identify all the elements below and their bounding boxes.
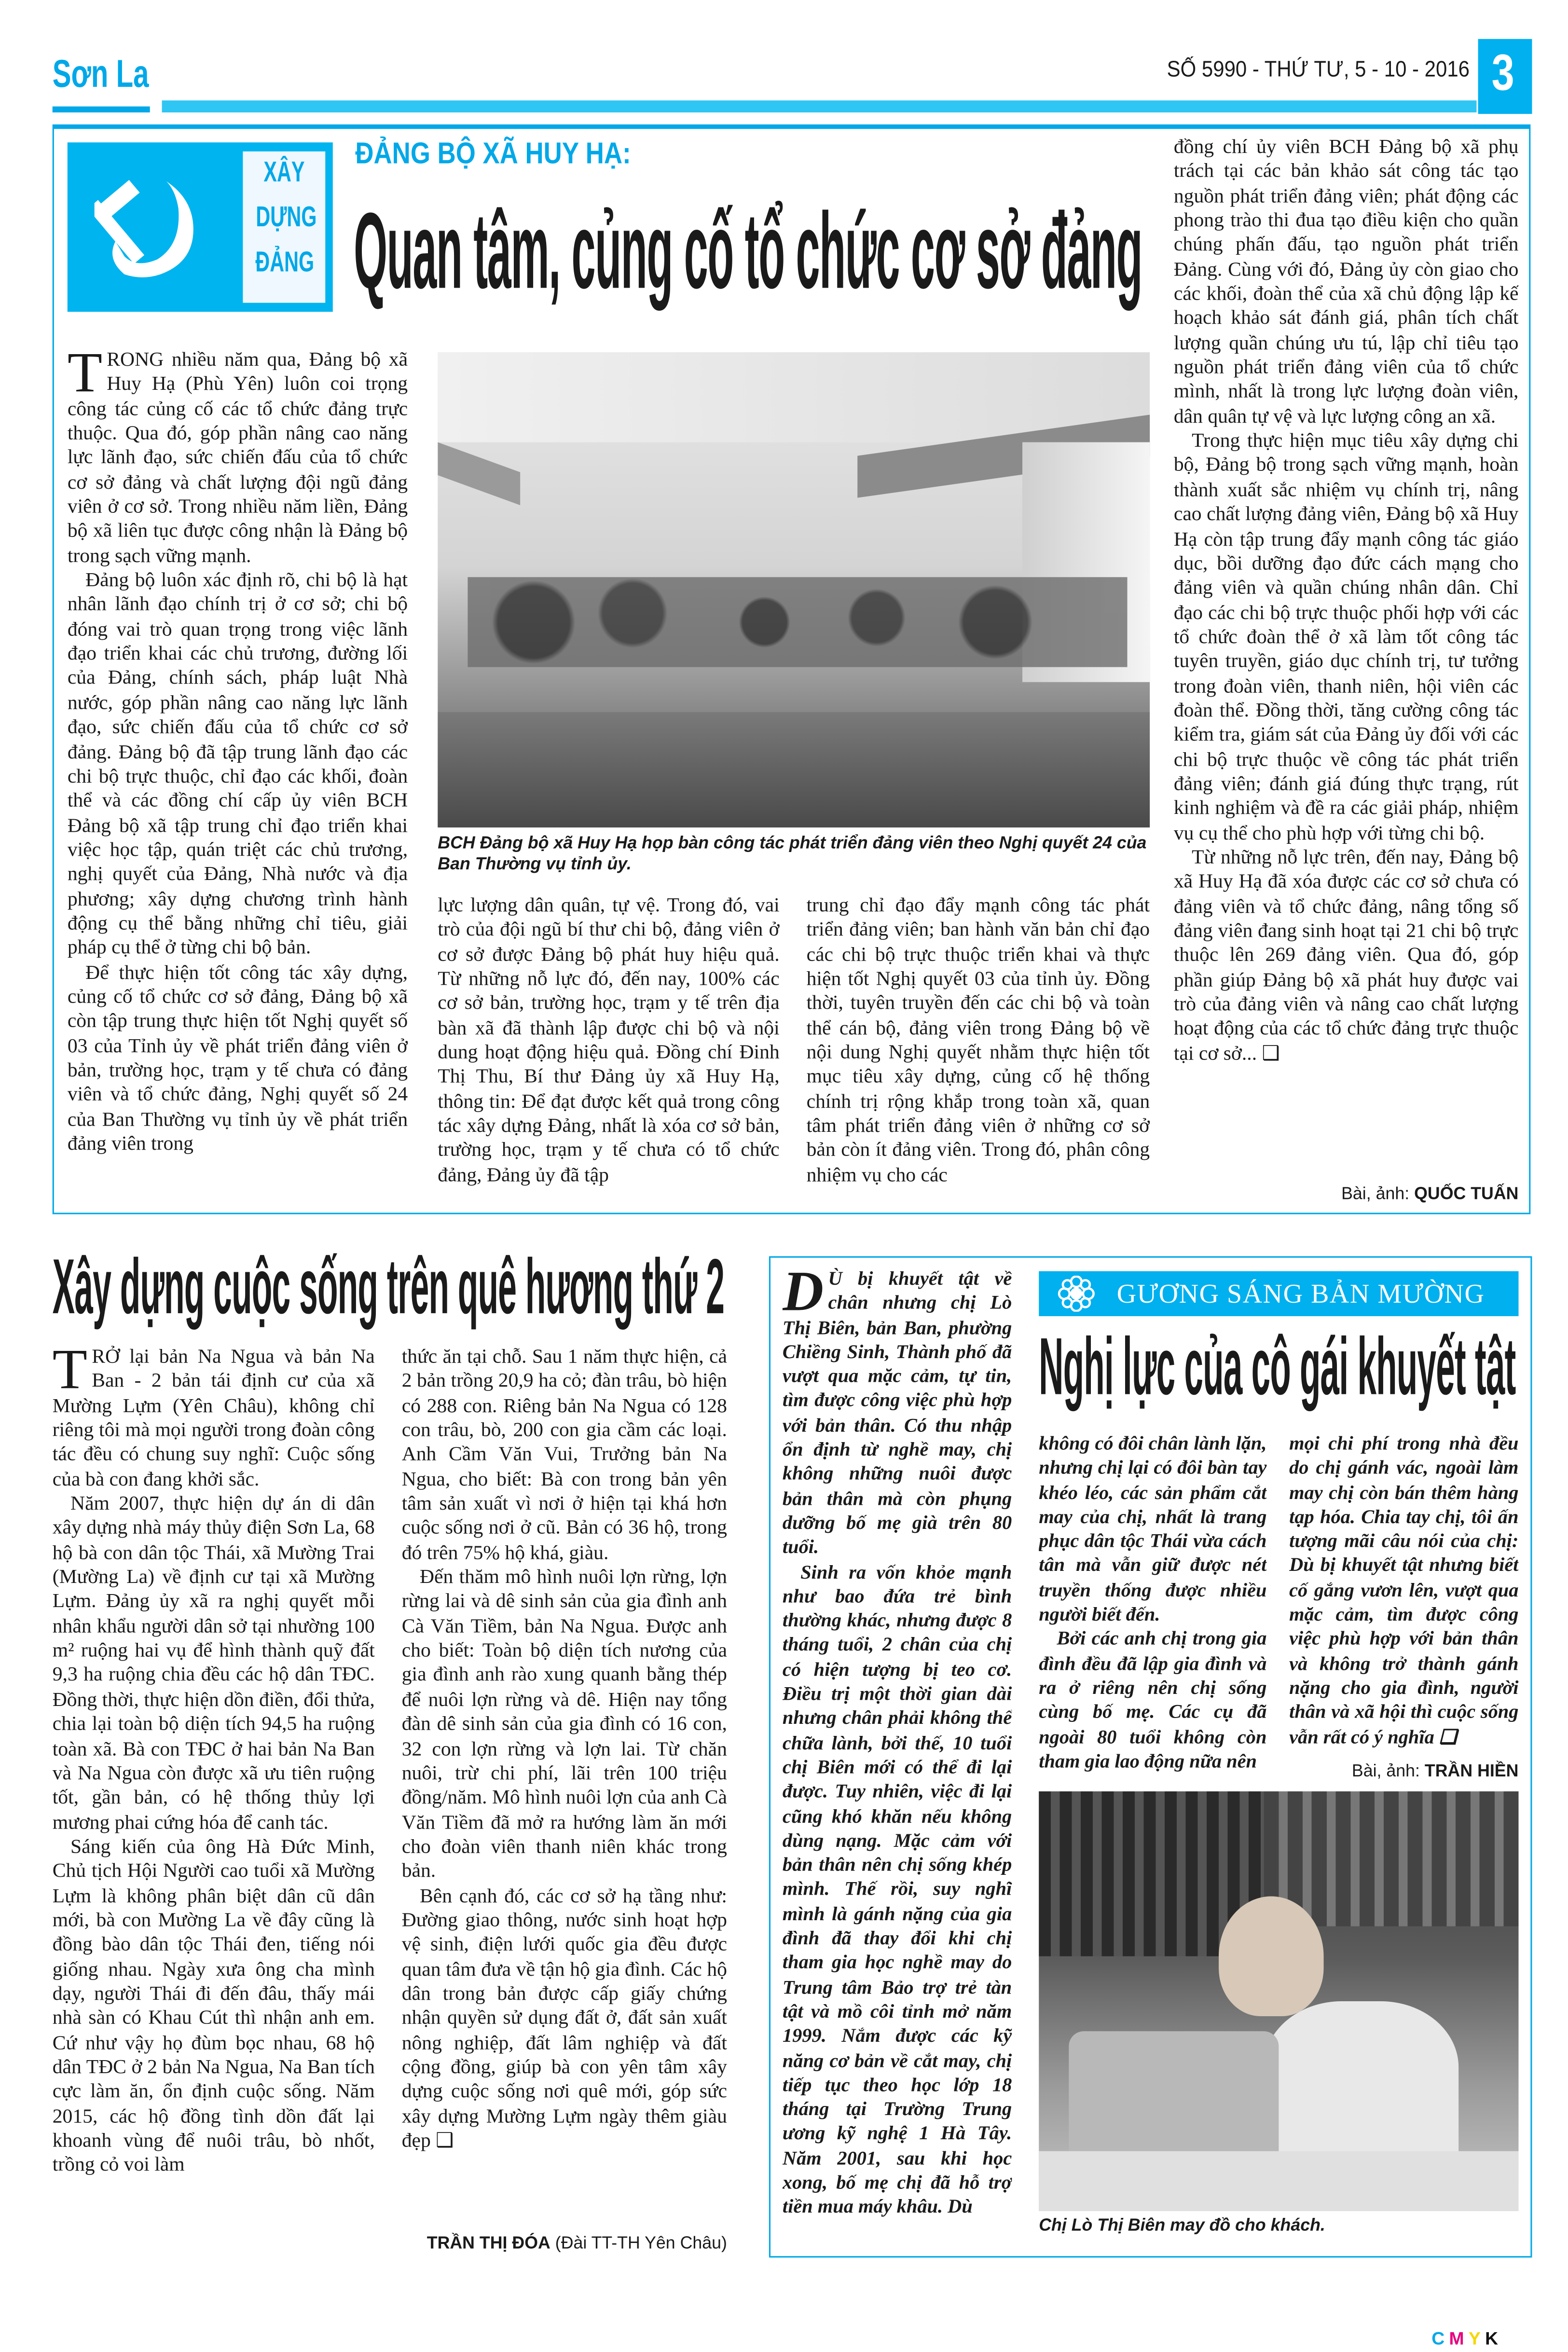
article1-column-1: TRONG nhiều năm qua, Đảng bộ xã Huy Hạ (Phù Yên) luôn coi trọng công tác củng cố các tổ chức đảng trực thuộc. Qua đó, góp phần nâng cao năng lực lãnh đạo, sức chiến đấu của tổ chức cơ sở đảng và chất lượng đội ngũ đảng viên ở cơ sở. Trong nhiều năm liền, Đảng bộ xã liên tục được công nhận là Đảng bộ trong sạch vững mạnh. Đảng bộ luôn xác định rõ, chi bộ là hạt nhân lãnh đạo chính trị ở cơ sở; chi bộ đóng vai trò quan trọng trong việc lãnh đạo triển khai các chủ trương, đường lối của Đảng, chính sách, pháp luật Nhà nước, góp phần nâng cao năng lực lãnh đạo, sức chiến đấu của tổ chức cơ sở đảng. Đảng bộ đã tập trung lãnh đạo các chi bộ trực thuộc, chỉ đạo các khối, đoàn thể và các đồng chí cấp ủy viên BCH Đảng bộ xã tập trung chỉ đạo triển khai việc học tập, quán triệt các chủ trương, nghị quyết của Đảng, Nhà nước và địa phương; xây dựng chương trình hành động cụ thể bằng những chỉ tiêu, giải pháp cụ thể ở từng chi bộ bản. Để thực hiện tốt công tác xây dựng, củng cố tổ chức cơ sở đảng, Đảng bộ xã còn tập trung thực hiện tốt Nghị quyết số 03 của Tỉnh ủy về phát triển đảng viên ở bản, trường học, trạm y tế chưa có đảng viên và tổ chức đảng, Nghị quyết số 24 của Ban Thường vụ tỉnh ủy về phát triển đảng viên trong [67,347,408,1155]
xay-dung-dang-logo [68,142,333,312]
article3-headline: Nghị lực của cô gái khuyết tật [1039,1322,1516,1412]
section-title: Sơn La [52,51,149,96]
logo-label-box: XÂY DỰNG ĐẢNG [243,151,325,303]
article3-column-3: mọi chi phí trong nhà đều do chị gánh vác, ngoài làm may chị còn bán thêm hàng tạp hóa. Chia tay chị, tôi ấn tượng mãi câu nói của chị: Dù bị khuyết tật nhưng biết cố gắng vươn lên, vượt qua mặc cảm, tìm được công việc phù hợp với bản thân và không trở thành gánh nặng cho gia đình, người thân và xã hội thì cuộc sống vẫn rất có ý nghĩa ❑ [1289,1431,1519,1747]
article1-photo [438,352,1150,827]
article1-kicker: ĐẢNG BỘ XÃ HUY HẠ: [355,138,631,171]
issue-info: SỐ 5990 - THỨ TƯ, 5 - 10 - 2016 [1166,57,1469,83]
article2-column-2: thức ăn tại chỗ. Sau 1 năm thực hiện, cả 2 bản trồng 20,9 ha cỏ; đàn trâu, bò hiện có 288 con. Riêng bản Na Ngua có 128 con trâu, bò, 200 con gia cầm các loại. Anh Cầm Văn Vui, Trưởng bản Na Ngua, cho biết: Bà con trong bản yên tâm sản xuất vì nơi ở hiện tại khá hơn cuộc sống nơi ở cũ. Bản có 36 hộ, trong đó trên 75% hộ khá, giàu. Đến thăm mô hình nuôi lợn rừng, lợn rừng lai và dê sinh sản của gia đình anh Cà Văn Tiềm, bản Na Ngua. Được anh cho biết: Toàn bộ diện tích nương của gia đình anh rào xung quanh bằng thép để nuôi lợn rừng và dê. Hiện nay tổng đàn dê sinh sản của gia đình có 16 con, 32 con lợn rừng và lợn lai. Từ chăn nuôi, trừ chi phí, lãi trên 100 triệu đồng/năm. Mô hình nuôi lợn của anh Cà Văn Tiềm đã mở ra hướng làm ăn mới cho đoàn viên thanh niên khác trong bản. Bên cạnh đó, các cơ sở hạ tầng như: Đường giao thông, nước sinh hoạt hợp vệ sinh, điện lưới quốc gia đều được quan tâm đưa về tận hộ gia đình. Các hộ dân trong bản được cấp giấy chứng nhận quyền sử dụng đất ở, đất sản xuất nông nghiệp, đất lâm nghiệp và đất cộng đồng, giúp bà con yên tâm xây dựng cuộc sống nơi quê mới, góp sức xây dựng Mường Lựm ngày thêm giàu đẹp ❑ [401,1345,727,2151]
hammer-sickle-icon [95,169,215,286]
article2-headline: Xây dựng cuộc sống trên quê hương thứ 2 [52,1244,725,1332]
article1-photo-caption: BCH Đảng bộ xã Huy Hạ họp bàn công tác phát triển đảng viên theo Nghị quyết 24 của Ban Thường vụ tỉnh ủy. [438,835,1147,874]
flower-ornament-icon [1051,1276,1102,1312]
page-number-badge: 3 [1478,39,1532,114]
section-underline [53,107,150,112]
cmyk-print-marks: CMYK [1431,2328,1503,2349]
article2-column-1: TRỞ lại bản Na Ngua và bản Na Ban - 2 bản tái định cư của xã Mường Lựm (Yên Châu), không chỉ riêng tôi mà mọi người trong đoàn công tác đều có chung suy nghĩ: Cuộc sống của bà con đang khởi sắc. Năm 2007, thực hiện dự án di dân xây dựng nhà máy thủy điện Sơn La, 68 hộ bà con dân tộc Thái, xã Mường Trai (Mường La) về định cư tại xã Mường Lựm. Đảng ủy xã ra nghị quyết mỗi nhân khẩu người dân sở tại nhường 100 m² ruộng hai vụ để hình thành quỹ đất 9,3 ha ruộng chia đều các hộ dân TĐC. Đồng thời, thực hiện dồn điền, đổi thửa, chia lại toàn bộ diện tích 94,5 ha ruộng toàn xã. Bà con TĐC ở hai bản Na Ban và Na Ngua còn được xã ưu tiên ruộng tốt, gần bản, có hệ thống thủy lợi mương phai cứng hóa để canh tác. Sáng kiến của ông Hà Đức Minh, Chủ tịch Hội Người cao tuổi xã Mường Lựm là không phân biệt dân cũ dân mới, bà con Mường La về đây cũng là đồng bào dân tộc Thái đen, tiếng nói giống nhau. Ngày xưa ông cha mình dạy, người Thái đi đến đâu, thấy mái nhà sàn có Khau Cút thì nhận anh em. Cứ như vậy họ đùm bọc nhau, 68 hộ dân TĐC ở 2 bản Na Ngua, Na Ban tích cực làm ăn, ổn định cuộc sống. Năm 2015, các hộ đồng tình dồn đất lại khoanh vùng để nuôi trâu, bò nhốt, trồng cỏ voi làm [52,1345,375,2176]
article3-intro-column: D Ù bị khuyết tật về chân nhưng chị Lò Thị Biên, bản Ban, phường Chiềng Sinh, Thành phố đã vượt qua mặc cảm, tự tin, tìm được công việc phù hợp với bản thân. Có thu nhập ổn định từ nghề may, chị không những nuôi được bản thân mà còn phụng dưỡng bố mẹ già trên 80 tuổi. Sinh ra vốn khỏe mạnh như bao đứa trẻ bình thường khác, nhưng được 8 tháng tuổi, 2 chân của chị có hiện tượng bị teo cơ. Điều trị một thời gian dài nhưng chân phải không thể chữa lành, bởi thế, 10 tuổi chị Biên mới có thể đi lại được. Tuy nhiên, việc đi lại cũng khó khăn nếu không dùng nạng. Mặc cảm với bản thân nên chị sống khép mình. Thế rồi, suy nghĩ mình là gánh nặng của gia đình đã thay đổi khi chị tham gia học nghề may do Trung tâm Bảo trợ trẻ tàn tật và mồ côi tỉnh mở năm 1999. Nắm được các kỹ năng cơ bản về cắt may, chị tiếp tục theo học lớp 18 tháng tại Trường Trung ương kỹ nghệ 1 Hà Tây. Năm 2001, sau khi học xong, bố mẹ chị đã hỗ trợ tiền mua máy khâu. Dù [782,1266,1012,2218]
article3-column-2: không có đôi chân lành lặn, nhưng chị lại có đôi bàn tay khéo léo, các sản phẩm cắt may của chị, nhất là trang phục dân tộc Thái vừa cách tân mà vẫn giữ được nét truyền thống được nhiều người biết đến. Bởi các anh chị trong gia đình đều đã lập gia đình và ra ở riêng nên chị sống cùng bố mẹ. Các cụ đã ngoài 80 tuổi không còn tham gia lao động nữa nên [1039,1431,1267,1772]
drop-cap: T [52,1345,87,1402]
article3-byline: Bài, ảnh: TRẦN HIỀN [1351,1762,1519,1781]
article1-column-3: trung chỉ đạo đẩy mạnh công tác phát triển đảng viên; ban hành văn bản chỉ đạo các chi bộ trực thuộc triển khai và thực hiện tốt Nghị quyết 03 của tỉnh ủy. Đồng thời, tuyên truyền đến các chi bộ và toàn thể cán bộ, đảng viên trong Đảng bộ về nội dung Nghị quyết nhằm thực hiện tốt mục tiêu xây dựng, củng cố hệ thống chính trị rộng khắp trong toàn xã, quan tâm phát triển đảng viên ở những cơ sở bản còn ít đảng viên. Trong đó, phân công nhiệm vụ cho các [806,893,1150,1186]
drop-cap: D [782,1266,824,1324]
section-banner: GƯƠNG SÁNG BẢN MƯỜNG [1039,1271,1518,1316]
article1-column-4: đồng chí ủy viên BCH Đảng bộ xã phụ trách tại các bản khảo sát công tác tạo nguồn phát triển đảng viên; phát động các phong trào thi đua tạo điều kiện cho quần chúng phấn đấu, tạo nguồn phát triển Đảng. Cùng với đó, Đảng ủy còn giao cho các khối, đoàn thể của xã chủ động lập kế hoạch khảo sát đánh giá, phân tích chất lượng quần chúng ưu tú, lập chỉ tiêu tạo nguồn phát triển đảng viên của tổ chức mình, nhất là trong lực lượng đoàn viên, dân quân tự vệ và lực lượng công an xã. Trong thực hiện mục tiêu xây dựng chi bộ, Đảng bộ trong sạch vững mạnh, hoàn thành xuất sắc nhiệm vụ chính trị, nâng cao chất lượng đảng viên, Đảng bộ xã Huy Hạ còn tập trung đẩy mạnh công tác giáo dục, bồi dưỡng đạo đức cách mạng cho đảng viên và quần chúng nhân dân. Chỉ đạo các chi bộ trực thuộc phối hợp với các tổ chức đoàn thể ở xã làm tốt công tác tuyên truyền, giáo dục chính trị, tư tưởng trong đoàn viên, thanh niên, hội viên các đoàn thể. Đồng thời, tăng cường công tác kiểm tra, giám sát của Đảng ủy đối với các chi bộ trực thuộc về công tác phát triển đảng viên; đánh giá đúng thực trạng, rút kinh nghiệm và đề ra các giải pháp, nhiệm vụ cụ thể cho phù hợp với từng chi bộ. Từ những nỗ lực trên, đến nay, Đảng bộ xã Huy Hạ đã xóa được các cơ sở chưa có đảng viên và tổ chức đảng, nâng tổng số đảng viên đang sinh hoạt tại 21 chi bộ trực thuộc lên 269 đảng viên. Qua đó, góp phần giúp Đảng bộ xã phát huy được vai trò của đảng viên và nâng cao chất lượng hoạt động của các tổ chức đảng trực thuộc tại cơ sở... ❑ [1173,135,1519,1064]
article1-column-2: lực lượng dân quân, tự vệ. Trong đó, vai trò của đội ngũ bí thư chi bộ, đảng viên ở cơ sở được Đảng bộ phát huy hiệu quả. Từ những nỗ lực đó, đến nay, 100% các cơ sở bản, trường học, trạm y tế trên địa bàn xã đã thành lập được chi bộ và nội dung hoạt động hiệu quả. Đồng chí Đinh Thị Thu, Bí thư Đảng ủy xã Huy Hạ, thông tin: Để đạt được kết quả trong công tác xây dựng Đảng, nhất là xóa cơ sở bản, trường học, trạm y tế chưa có tổ chức đảng, Đảng ủy đã tập [438,893,780,1186]
article1-headline: Quan tâm, củng cố tổ chức cơ sở đảng [354,192,1142,312]
article3-photo [1039,1791,1518,2211]
article3-photo-caption: Chị Lò Thị Biên may đồ cho khách. [1039,2217,1325,2235]
article2-byline: TRẦN THỊ ĐÓA (Đài TT-TH Yên Châu) [426,2235,727,2253]
article1-byline: Bài, ảnh: QUỐC TUẤN [1341,1185,1519,1204]
drop-cap: T [67,347,102,405]
header-rule [162,100,1477,112]
